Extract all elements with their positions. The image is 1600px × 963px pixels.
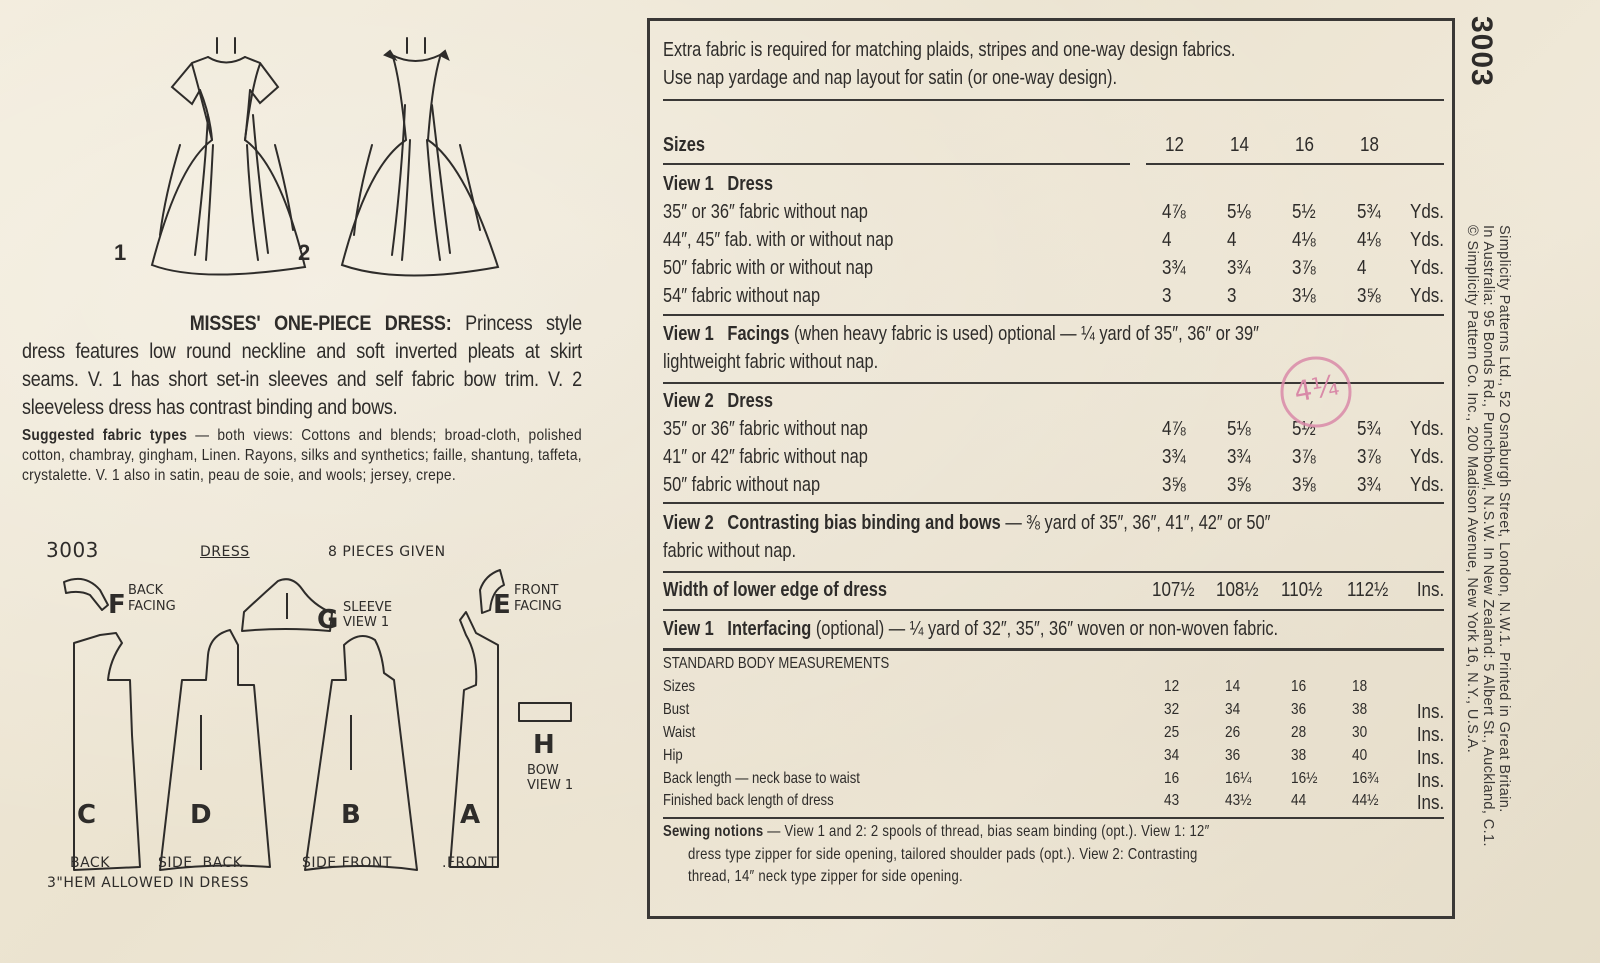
lower-edge-size-16: 110½ — [1281, 579, 1323, 601]
measurement-label: Sizes — [663, 678, 696, 695]
yardage-size-16: 3⅞ — [1292, 446, 1316, 468]
pieces-count: 8 PIECES GIVEN — [328, 544, 446, 560]
fabric-width: 50″ fabric without nap — [663, 474, 821, 496]
yardage-size-16: 4⅛ — [1292, 229, 1316, 251]
yardage-size-18: 5¾ — [1357, 201, 1381, 223]
unit: Ins. — [1416, 701, 1444, 723]
yardage-size-16: 3⅝ — [1292, 474, 1316, 496]
fabric-width: 35″ or 36″ fabric without nap — [663, 201, 868, 223]
notions-label: Sewing notions — [663, 823, 764, 840]
unit: Yds. — [1409, 201, 1444, 223]
imprint-line-3: © Simplicity Pattern Co. Inc., 200 Madison Avenue, New York 16, N.Y., U.S.A. — [1464, 225, 1480, 754]
measurement-size-18: 44½ — [1352, 792, 1379, 809]
view1-dress-heading: View 1 Dress — [663, 173, 774, 195]
yardage-size-12: 3¾ — [1162, 257, 1186, 279]
unit: Yds. — [1409, 257, 1444, 279]
piece-d-letter: D — [190, 800, 212, 830]
fabric-types-text: — both views: Cottons and blends; broad-cloth, polished cotton, chambray, gingham, Linen. Rayons, silks and synthetics; faille, shantung, taffeta, crystalette. V. 1 also in satin, peau de soie, and wools; jersey, crepe. — [22, 427, 582, 484]
body-measurements-heading: STANDARD BODY MEASUREMENTS — [663, 655, 890, 672]
yardage-size-12: 3¾ — [1162, 446, 1186, 468]
measurement-label: Finished back length of dress — [663, 792, 834, 809]
pattern-number: 3003 — [1465, 16, 1498, 87]
interfacing — [663, 618, 1442, 641]
piece-a-name: .FRONT — [442, 855, 498, 871]
piece-e-letter: E — [493, 590, 511, 620]
unit: Yds. — [1409, 418, 1444, 440]
measurement-label: Waist — [663, 724, 696, 741]
view2-binding-text-2: fabric without nap. — [663, 540, 797, 562]
yardage-size-12: 3⅝ — [1162, 474, 1186, 496]
yardage-size-18: 5¾ — [1357, 418, 1381, 440]
piece-f-name-line1: BACK — [128, 583, 164, 598]
fabric-suggestions — [22, 426, 582, 486]
measurement-size-16: 16½ — [1291, 770, 1318, 787]
piece-c-letter: C — [77, 800, 97, 830]
unit: Ins. — [1416, 792, 1444, 814]
unit: Yds. — [1409, 229, 1444, 251]
dress-illustrations — [110, 15, 510, 280]
piece-b-letter: B — [341, 800, 361, 830]
size-12-header: 12 — [1165, 134, 1184, 156]
yardage-size-16: 5½ — [1292, 418, 1316, 440]
fabric-width: 35″ or 36″ fabric without nap — [663, 418, 868, 440]
yardage-size-14: 3¾ — [1227, 257, 1251, 279]
yardage-size-12: 4⅞ — [1162, 418, 1186, 440]
notions-line-1: — View 1 and 2: 2 spools of thread, bias seam binding (opt.). View 1: 12″ — [767, 823, 1210, 840]
measurement-size-18: 40 — [1352, 747, 1368, 764]
yardage-size-18: 3⅝ — [1357, 285, 1381, 307]
sizes-label: Sizes — [663, 134, 705, 156]
yardage-size-18: 4⅛ — [1357, 229, 1381, 251]
piece-c-name: BACK — [70, 855, 110, 871]
measurement-size-12: 12 — [1164, 678, 1180, 695]
piece-d-name: SIDE BACK — [158, 855, 243, 871]
measurement-size-16: 36 — [1291, 701, 1307, 718]
interfacing-text: (optional) — ¼ yard of 32″, 35″, 36″ woven or non-woven fabric. — [815, 618, 1279, 640]
fabric-width: 41″ or 42″ fabric without nap — [663, 446, 868, 468]
yardage-size-14: 5⅛ — [1227, 418, 1251, 440]
piece-a-letter: A — [460, 800, 481, 830]
description-body: Princess style dress features low round neckline and soft inverted pleats at skirt seams. V. 1 has short set-in sleeves and self fabric bow trim. V. 2 sleeveless dress has contrast binding and bows. — [22, 312, 582, 419]
piece-f-letter: F — [108, 590, 126, 620]
measurement-size-14: 34 — [1225, 701, 1241, 718]
unit: Ins. — [1416, 579, 1444, 601]
measurement-label: Back length — neck base to waist — [663, 770, 860, 787]
yardage-chart — [647, 18, 1455, 919]
piece-e-name-line1: FRONT — [514, 583, 559, 598]
yardage-size-18: 4 — [1357, 257, 1367, 279]
pattern-description — [22, 310, 582, 486]
pieces-heading: DRESS — [200, 544, 250, 560]
measurement-size-12: 43 — [1164, 792, 1180, 809]
measurement-size-16: 28 — [1291, 724, 1307, 741]
interfacing-label: View 1 Interfacing — [663, 618, 812, 640]
view1-facings-text: (when heavy fabric is used) optional — ¼ yard of 35″, 36″ or 39″ — [793, 323, 1259, 345]
measurement-size-14: 26 — [1225, 724, 1241, 741]
yardage-size-14: 5⅛ — [1227, 201, 1251, 223]
imprint-line-1: Simplicity Patterns Ltd., 52 Osnaburgh Street, London, N.W.1. Printed in Great Britain. — [1496, 225, 1512, 813]
yardage-size-12: 4 — [1162, 229, 1172, 251]
size-18-header: 18 — [1360, 134, 1379, 156]
lower-edge-size-12: 107½ — [1152, 579, 1195, 601]
pieces-pattern-number: 3003 — [46, 538, 99, 562]
piece-g-letter: G — [317, 605, 339, 635]
hem-allowance-note: 3"HEM ALLOWED IN DRESS — [47, 875, 250, 891]
notions-line-3: thread, 14″ neck type zipper for side opening. — [688, 868, 963, 885]
unit: Yds. — [1409, 474, 1444, 496]
measurement-size-16: 44 — [1291, 792, 1307, 809]
imprint-line-2: In Australia: 95 Bonds Rd., Punchbowl, N.S.W. In New Zealand: 5 Albert St., Auckland, C.1. — [1480, 225, 1496, 847]
yardage-size-14: 3 — [1227, 285, 1237, 307]
measurement-size-18: 18 — [1352, 678, 1368, 695]
measurement-size-18: 30 — [1352, 724, 1368, 741]
lower-edge-size-14: 108½ — [1216, 579, 1259, 601]
measurement-size-18: 16¾ — [1352, 770, 1379, 787]
pattern-pieces-diagram — [30, 535, 600, 895]
yardage-size-12: 3 — [1162, 285, 1172, 307]
unit: Ins. — [1416, 724, 1444, 746]
measurement-size-12: 34 — [1164, 747, 1180, 764]
piece-h-name-line2: VIEW 1 — [527, 778, 574, 793]
yardage-size-18: 3⅞ — [1357, 446, 1381, 468]
piece-f-name-line2: FACING — [128, 599, 176, 614]
piece-h-letter: H — [533, 730, 555, 760]
piece-h-name-line1: BOW — [527, 763, 559, 778]
view2-binding-label: View 2 Contrasting bias binding and bows — [663, 512, 1001, 534]
measurement-label: Hip — [663, 747, 683, 764]
yardage-size-16: 5½ — [1292, 201, 1316, 223]
piece-g-name-line1: SLEEVE — [343, 600, 393, 615]
intro-line-2: Use nap yardage and nap layout for satin (or one-way design). — [663, 67, 1118, 89]
view-2-number: 2 — [298, 240, 311, 265]
price-stamp — [1278, 350, 1358, 430]
measurement-size-12: 32 — [1164, 701, 1180, 718]
measurement-size-12: 25 — [1164, 724, 1180, 741]
yardage-size-14: 3¾ — [1227, 446, 1251, 468]
piece-g-name-line2: VIEW 1 — [343, 615, 390, 630]
size-14-header: 14 — [1230, 134, 1249, 156]
measurement-size-14: 36 — [1225, 747, 1241, 764]
measurement-size-14: 16¼ — [1225, 770, 1252, 787]
pattern-number-vertical — [1462, 16, 1498, 106]
measurement-size-14: 43½ — [1225, 792, 1252, 809]
yardage-size-14: 4 — [1227, 229, 1237, 251]
view1-facings — [663, 323, 1442, 346]
measurement-size-16: 38 — [1291, 747, 1307, 764]
measurement-size-14: 14 — [1225, 678, 1241, 695]
fabric-width: 54″ fabric without nap — [663, 285, 821, 307]
yardage-size-16: 3⅞ — [1292, 257, 1316, 279]
lower-edge-size-18: 112½ — [1347, 579, 1389, 601]
unit: Ins. — [1416, 747, 1444, 769]
yardage-size-18: 3¾ — [1357, 474, 1381, 496]
yardage-size-14: 3⅝ — [1227, 474, 1251, 496]
view2-dress-heading: View 2 Dress — [663, 390, 774, 412]
unit: Ins. — [1416, 770, 1444, 792]
unit: Yds. — [1409, 446, 1444, 468]
piece-b-name: SIDE FRONT — [302, 855, 392, 871]
description-paragraph — [22, 310, 582, 422]
unit: Yds. — [1409, 285, 1444, 307]
size-16-header: 16 — [1295, 134, 1314, 156]
measurement-size-12: 16 — [1164, 770, 1180, 787]
intro-line-1: Extra fabric is required for matching plaids, stripes and one-way design fabrics. — [663, 39, 1236, 61]
yardage-size-12: 4⅞ — [1162, 201, 1186, 223]
measurement-label: Bust — [663, 701, 690, 718]
view1-facings-label: View 1 Facings — [663, 323, 790, 345]
fabric-types-label: Suggested fabric types — [22, 427, 188, 444]
view1-facings-text-2: lightweight fabric without nap. — [663, 351, 879, 373]
measurement-size-18: 38 — [1352, 701, 1368, 718]
notions-line-2: dress type zipper for side opening, tailored shoulder pads (opt.). View 2: Contrasting — [688, 846, 1198, 863]
stamp-text: 4¼ — [1291, 368, 1342, 409]
measurement-size-16: 16 — [1291, 678, 1307, 695]
lower-edge-label: Width of lower edge of dress — [663, 579, 888, 601]
description-title: MISSES' ONE-PIECE DRESS: — [189, 312, 452, 335]
piece-e-name-line2: FACING — [514, 599, 562, 614]
fabric-width: 44″, 45″ fab. with or without nap — [663, 229, 894, 251]
view2-binding — [663, 512, 1442, 535]
sewing-notions — [663, 823, 1442, 841]
view-1-number: 1 — [114, 240, 127, 265]
yardage-size-16: 3⅛ — [1292, 285, 1316, 307]
view2-binding-text: — ⅜ yard of 35″, 36″, 41″, 42″ or 50″ — [1005, 512, 1271, 534]
fabric-width: 50″ fabric with or without nap — [663, 257, 874, 279]
